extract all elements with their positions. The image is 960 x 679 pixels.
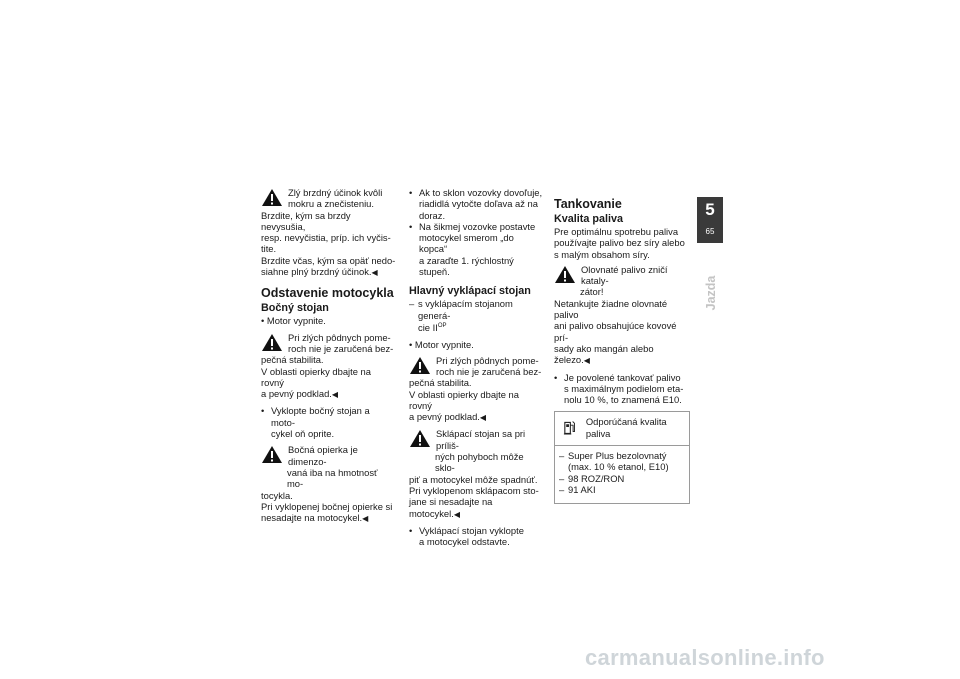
end-marker: ◀: [371, 268, 378, 278]
warning-triangle-icon: [409, 356, 431, 375]
warning-title-line: roch nie je zaručená bez-: [288, 342, 394, 354]
dash-line: s vyklápacím stojanom generá-: [418, 298, 513, 321]
bullet-line: doraz.: [419, 209, 446, 221]
body-line: [409, 496, 544, 520]
dash-marker: –: [559, 472, 565, 484]
body-line: resp. nevyčistia, príp. ich vyčis-: [261, 232, 391, 244]
warning-title-line: Pri zlých pôdnych pome-: [436, 354, 539, 366]
bullet-line: motocykel smerom „do kopca“: [419, 232, 514, 255]
body-line: V oblasti opierky dbajte na rovný: [261, 365, 371, 388]
bullet-line: Vyklápací stojan vyklopte: [419, 524, 524, 536]
column-3: [554, 187, 690, 504]
bullet-marker: •: [554, 371, 558, 383]
dash-marker: –: [559, 483, 565, 495]
body-line: s malým obsahom síry.: [554, 248, 650, 260]
dash-line: [418, 321, 544, 333]
body-line: pečná stabilita.: [409, 377, 472, 389]
body-line: tite.: [261, 243, 277, 255]
body-line: Brzdite včas, kým sa opäť nedo-: [261, 254, 396, 266]
bullet-line: cykel oň oprite.: [271, 428, 335, 440]
option-superscript: OP: [437, 322, 447, 329]
bullet-motor-vypnite: [261, 315, 396, 326]
page-number: 65: [705, 227, 715, 236]
warning-block-side-stand: [261, 444, 396, 524]
body-line: [261, 512, 396, 524]
heading-kvalita-paliva: Kvalita paliva: [554, 213, 624, 225]
body-line: ani palivo obsahujúce kovové prí-: [554, 320, 677, 343]
body-line: pečná stabilita.: [261, 354, 324, 366]
fuel-quality-box: [554, 411, 690, 504]
bullet-line: Vyklopte bočný stojan a moto-: [271, 405, 370, 428]
watermark: carmanualsonline.info: [585, 645, 825, 670]
fuel-item-line: 98 ROZ/RON: [568, 472, 625, 484]
body-line: [554, 343, 690, 367]
warning-block-leaded-fuel: [554, 264, 690, 367]
warning-triangle-icon: [554, 265, 576, 284]
dash-text: cie II: [418, 322, 438, 334]
body-line: Pri vyklopenom sklápacom sto-: [409, 484, 539, 496]
body-text: jane si nesadajte na motocykel.: [409, 496, 493, 519]
fuel-item-98-roz: [559, 473, 685, 484]
bullet-marker: •: [409, 187, 413, 198]
warning-title-line: Bočná opierka je dimenzo-: [288, 444, 358, 467]
column-1: [261, 187, 396, 524]
bullet-line: a motocykel odstavte.: [419, 536, 510, 548]
bullet-line: Je povolené tankovať palivo: [564, 371, 681, 383]
warning-title-line: Pri zlých pôdnych pome-: [288, 331, 391, 343]
warning-title-line: roch nie je zaručená bez-: [436, 365, 542, 377]
end-marker: ◀: [479, 413, 487, 423]
chapter-tab: [697, 197, 723, 243]
warning-block-ground-2: [409, 355, 544, 424]
bullet-line: Ak to sklon vozovky dovoľuje,: [419, 187, 543, 198]
heading-odstavenie: Odstavenie motocykla: [261, 286, 394, 301]
bullet-vyklopte: [261, 405, 396, 439]
chapter-number: 5: [705, 200, 715, 219]
body-text: a pevný podklad.: [409, 411, 480, 423]
body-line: [261, 266, 396, 278]
heading-bocny-stojan: Bočný stojan: [261, 302, 329, 315]
warning-block-ground: [261, 332, 396, 401]
warning-title-line: Zlý brzdný účinok kvôli: [288, 187, 383, 198]
end-marker: ◀: [583, 356, 590, 366]
bullet-line: a zaraďte 1. rýchlostný stupeň.: [419, 254, 514, 278]
body-line: Pre optimálnu spotrebu paliva: [554, 226, 679, 237]
heading-hlavny-stojan: Hlavný vyklápací stojan: [409, 285, 531, 298]
warning-triangle-icon: [261, 445, 283, 464]
chapter-side-label: Jazda: [704, 275, 718, 311]
fuel-item-line: (max. 10 % etanol, E10): [568, 461, 669, 473]
warning-title-line: ných pohyboch môže sklo-: [435, 451, 524, 474]
dash-marker: –: [559, 450, 565, 462]
bullet-text: Motor vypnite.: [266, 315, 326, 327]
body-line: Pri vyklopenej bočnej opierke si: [261, 500, 393, 512]
bullet-povolene: [554, 372, 690, 406]
body-text: a pevný podklad.: [261, 388, 332, 400]
fuel-item-line: Super Plus bezolovnatý: [568, 450, 667, 462]
dash-marker: –: [409, 298, 415, 310]
dash-generacie: [409, 298, 544, 333]
bullet-line: s maximálnym podielom eta-: [564, 382, 684, 394]
end-marker: ◀: [331, 390, 339, 400]
warning-triangle-icon: [261, 333, 283, 352]
body-line: používajte palivo bez síry alebo: [554, 237, 685, 249]
body-text: siahne plný brzdný účinok.: [261, 266, 372, 278]
body-line: Netankujte žiadne olovnaté palivo: [554, 297, 668, 321]
warning-title-line: Sklápací stojan sa pri príliš-: [436, 428, 526, 451]
bullet-motor-vypnite-2: [409, 339, 544, 350]
warning-title-line: zátor!: [580, 286, 604, 298]
bullet-marker: •: [409, 220, 413, 232]
bullet-marker: •: [409, 524, 413, 536]
fuel-item-91-aki: [559, 484, 685, 495]
body-line: V oblasti opierky dbajte na rovný: [409, 388, 519, 411]
fuel-pump-icon: [563, 418, 576, 436]
warning-triangle-icon: [261, 188, 283, 207]
bullet-sikmej: [409, 221, 544, 277]
body-line: [261, 388, 396, 400]
body-text: nesadajte na motocykel.: [261, 512, 363, 524]
fuel-box-divider: [555, 445, 689, 446]
end-marker: ◀: [453, 509, 460, 519]
body-line: [409, 411, 544, 423]
fuel-box-title: Odporúčaná kvalita paliva: [585, 416, 667, 439]
bullet-vyklapaci: [409, 525, 544, 548]
fuel-box-header: [559, 416, 685, 439]
bullet-text: Motor vypnite.: [414, 339, 474, 351]
warning-block-braking: [261, 187, 396, 278]
bullet-marker: •: [409, 339, 413, 351]
bullet-line: riadidlá vytočte doľava až na: [419, 198, 538, 210]
body-line: Brzdite, kým sa brzdy nevysušia,: [261, 209, 351, 232]
bullet-sklon: [409, 187, 544, 221]
warning-triangle-icon: [409, 429, 431, 448]
fuel-item-super-plus: [559, 450, 685, 473]
bullet-marker: •: [261, 405, 265, 417]
body-text: sady ako mangán alebo železo.: [554, 342, 654, 366]
end-marker: ◀: [362, 514, 369, 524]
body-line: piť a motocykel môže spadnúť.: [409, 473, 538, 485]
fuel-item-line: 91 AKI: [568, 483, 596, 495]
warning-title-line: mokru a znečisteniu.: [288, 198, 374, 210]
bullet-line: Na šikmej vozovke postavte: [419, 220, 536, 232]
bullet-marker: •: [261, 315, 265, 327]
bullet-line: nolu 10 %, to znamená E10.: [564, 394, 682, 406]
warning-title-line: vaná iba na hmotnosť mo-: [287, 466, 378, 490]
heading-tankovanie: Tankovanie: [554, 197, 622, 211]
column-2: [409, 187, 544, 547]
warning-block-main-stand: [409, 428, 544, 519]
warning-title-line: Olovnaté palivo zničí kataly-: [581, 263, 668, 287]
body-line: tocykla.: [261, 489, 293, 501]
